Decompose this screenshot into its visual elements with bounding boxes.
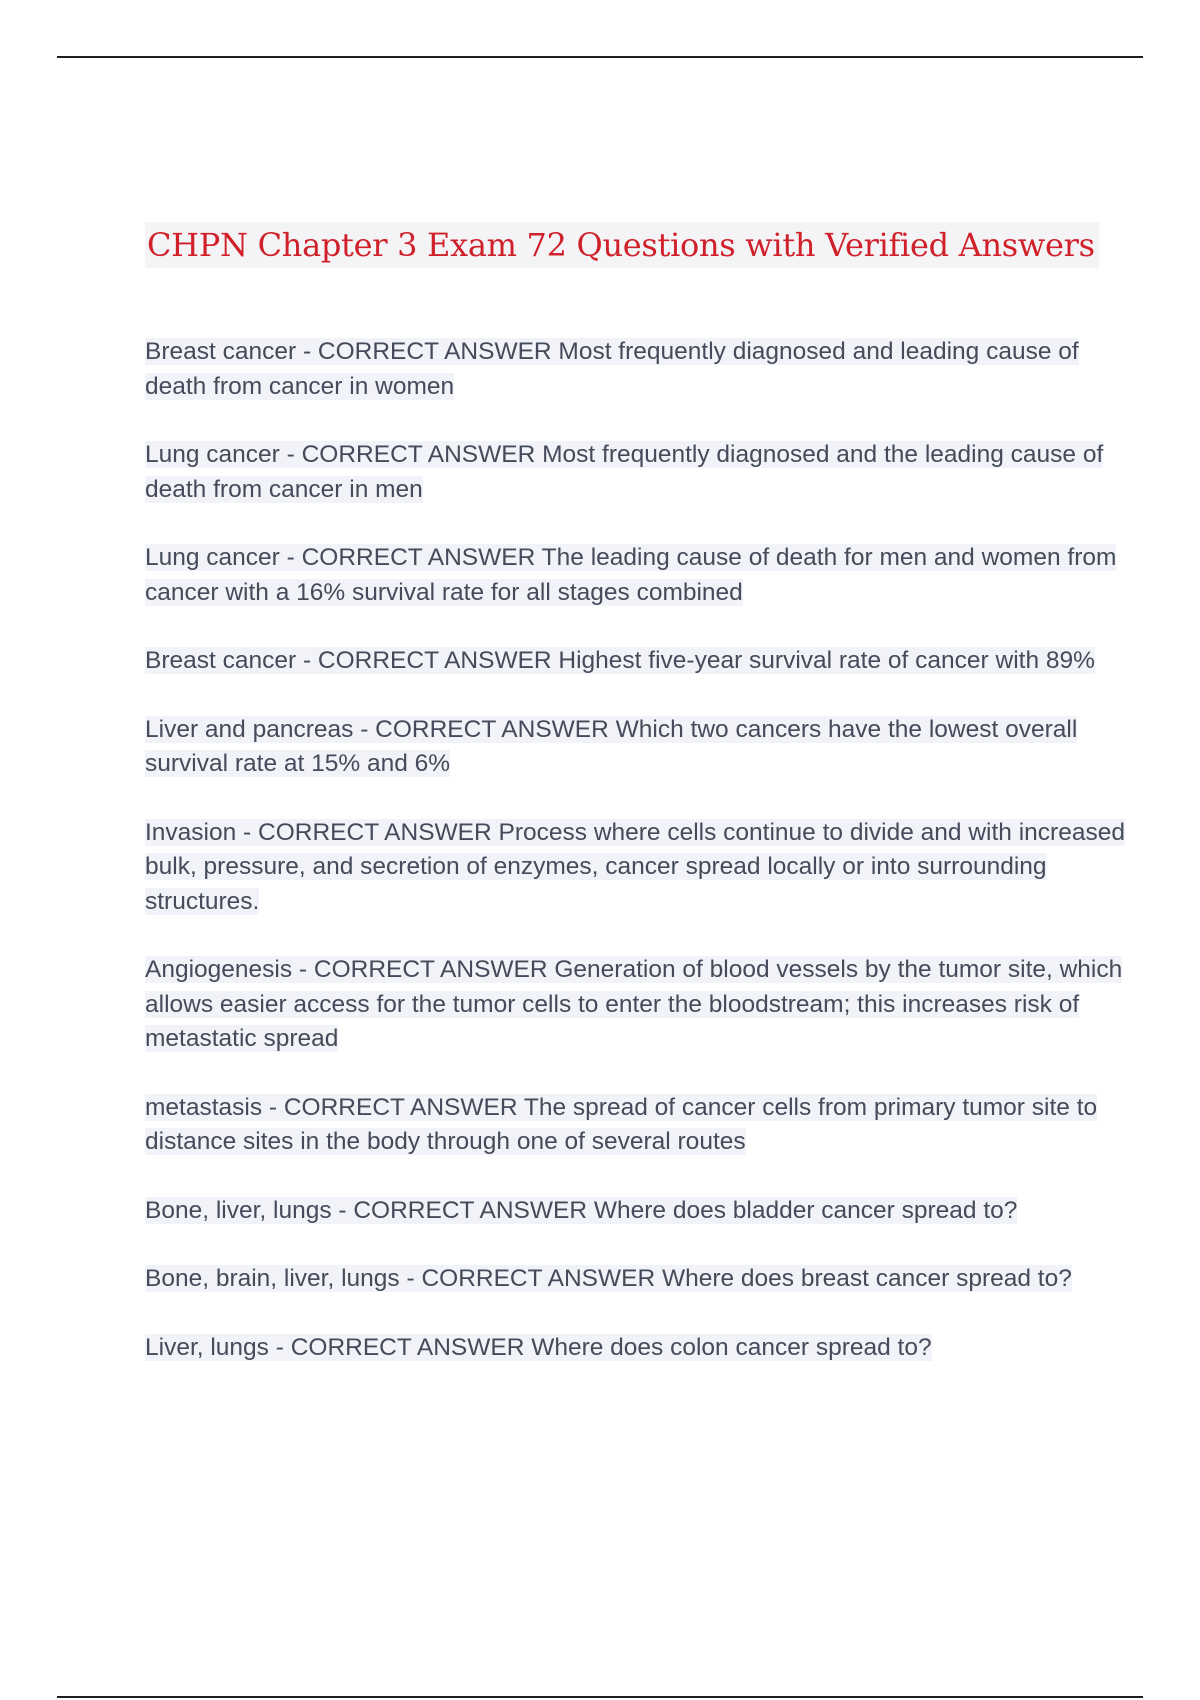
top-rule <box>57 56 1143 58</box>
qa-item <box>145 438 1145 507</box>
qa-item <box>145 953 1145 1057</box>
qa-item-text: Breast cancer - CORRECT ANSWER Most frequently diagnosed and leading cause of death from cancer in women <box>145 338 1079 400</box>
qa-item <box>145 1091 1145 1160</box>
qa-item <box>145 1262 1145 1297</box>
qa-item-text: metastasis - CORRECT ANSWER The spread of cancer cells from primary tumor site to distance sites in the body through one of several routes <box>145 1093 1098 1155</box>
qa-item <box>145 1331 1145 1366</box>
qa-item-text: Liver, lungs - CORRECT ANSWER Where does colon cancer spread to? <box>145 1333 932 1361</box>
qa-item-text: Angiogenesis - CORRECT ANSWER Generation of blood vessels by the tumor site, which allows easier access for the tumor cells to enter the bloodstream; this increases risk of metastatic spread <box>145 956 1123 1052</box>
qa-item-text: Bone, brain, liver, lungs - CORRECT ANSWER Where does breast cancer spread to? <box>145 1265 1072 1292</box>
bottom-rule <box>57 1696 1143 1698</box>
qa-item-text: Lung cancer - CORRECT ANSWER The leading cause of death for men and women from cancer with a 16% survival rate for all stages combined <box>145 544 1117 606</box>
document-title: CHPN Chapter 3 Exam 72 Questions with Verified Answers <box>145 222 1099 268</box>
qa-item-text: Liver and pancreas - CORRECT ANSWER Which two cancers have the lowest overall survival rate at 15% and 6% <box>145 715 1078 777</box>
qa-item <box>145 713 1145 782</box>
qa-item <box>145 335 1145 404</box>
qa-item <box>145 816 1145 920</box>
qa-item-text: Lung cancer - CORRECT ANSWER Most frequently diagnosed and the leading cause of death from cancer in men <box>145 441 1104 503</box>
qa-item-text: Breast cancer - CORRECT ANSWER Highest five-year survival rate of cancer with 89% <box>145 647 1095 674</box>
qa-item <box>145 1194 1145 1229</box>
qa-item-text: Bone, liver, lungs - CORRECT ANSWER Where does bladder cancer spread to? <box>145 1196 1018 1224</box>
qa-list <box>145 335 1145 1399</box>
qa-item <box>145 644 1145 679</box>
qa-item-text: Invasion - CORRECT ANSWER Process where cells continue to divide and with increased bulk, pressure, and secretion of enzymes, cancer spread locally or into surrounding structures. <box>145 818 1125 915</box>
qa-item <box>145 541 1145 610</box>
